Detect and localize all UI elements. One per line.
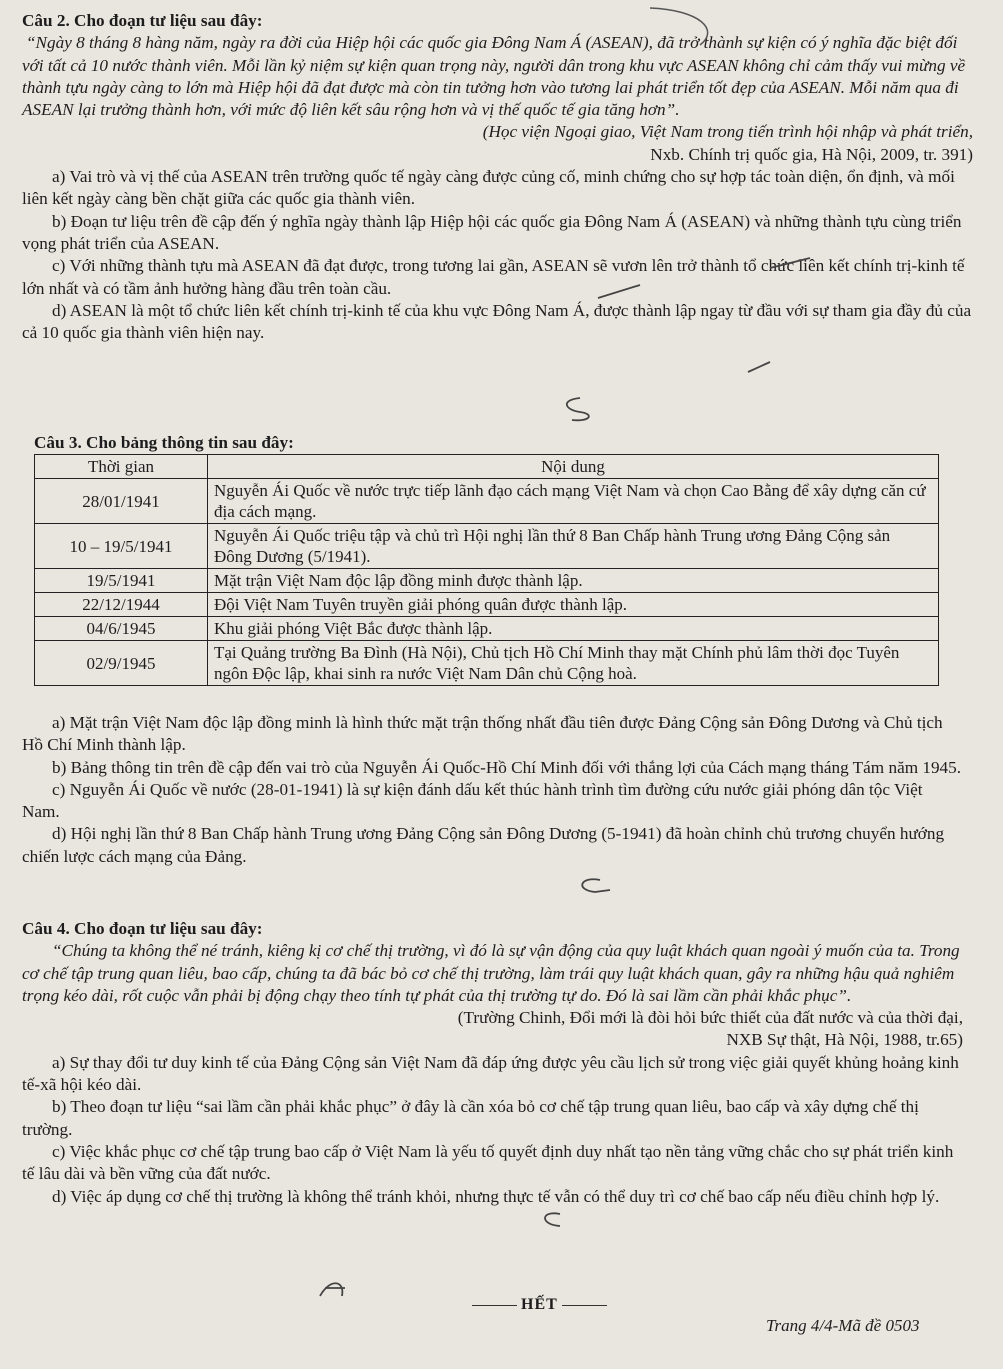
table-cell-content: Tại Quảng trường Ba Đình (Hà Nội), Chủ tịch Hồ Chí Minh thay mặt Chính phủ lâm thời đọc Tuyên ngôn Độc lập, khai sinh ra nước Việt Nam Dân chủ Cộng hoà. bbox=[208, 641, 939, 686]
pen-mark-icon bbox=[545, 1213, 560, 1226]
table-cell-content: Khu giải phóng Việt Bắc được thành lập. bbox=[208, 617, 939, 641]
end-marker bbox=[468, 1296, 611, 1314]
question-3-option-b: b) Bảng thông tin trên đề cập đến vai trò của Nguyễn Ái Quốc-Hồ Chí Minh đối với thắng lợi của Cách mạng tháng Tám năm 1945. bbox=[52, 757, 962, 777]
question-2-title: Câu 2. Cho đoạn tư liệu sau đây: bbox=[22, 11, 263, 30]
pen-mark-icon bbox=[567, 398, 589, 420]
question-3-option-c: c) Nguyễn Ái Quốc về nước (28-01-1941) là sự kiện đánh dấu kết thúc hành trình tìm đường cứu nước giải phóng dân tộc Việt Nam. bbox=[22, 779, 923, 822]
table-row bbox=[35, 593, 939, 617]
table-cell-date: 10 – 19/5/1941 bbox=[35, 524, 208, 569]
events-table bbox=[34, 454, 939, 686]
end-label: HẾT bbox=[521, 1296, 558, 1313]
question-2-source-line1: (Học viện Ngoại giao, Việt Nam trong tiến trình hội nhập và phát triển, bbox=[482, 122, 973, 142]
question-3 bbox=[34, 432, 939, 686]
question-3-option-d: d) Hội nghị lần thứ 8 Ban Chấp hành Trung ương Đảng Cộng sản Đông Dương (5-1941) đã hoàn chỉnh chủ trương chuyển hướng chiến lược cách mạng của Đảng. bbox=[22, 824, 945, 866]
table-row bbox=[35, 641, 939, 686]
table-row bbox=[35, 617, 939, 641]
table-cell-content: Mặt trận Việt Nam độc lập đồng minh được thành lập. bbox=[208, 569, 939, 593]
question-3-title: Câu 3. Cho bảng thông tin sau đây: bbox=[34, 433, 294, 452]
table-cell-date: 02/9/1945 bbox=[35, 641, 208, 686]
question-2-source-line2: Nxb. Chính trị quốc gia, Hà Nội, 2009, tr. 391) bbox=[650, 144, 973, 164]
table-header-time: Thời gian bbox=[35, 455, 208, 479]
question-4-source-line2: NXB Sự thật, Hà Nội, 1988, tr.65) bbox=[726, 1030, 963, 1050]
question-4 bbox=[22, 918, 963, 1208]
question-3-options bbox=[22, 712, 963, 868]
question-2-option-c: c) Với những thành tựu mà ASEAN đã đạt được, trong tương lai gần, ASEAN sẽ vươn lên trở thành tổ chức liên kết chính trị-kinh tế lớn nhất và có tầm ảnh hưởng hàng đầu trên toàn cầu. bbox=[22, 256, 965, 298]
question-4-option-c: c) Việc khắc phục cơ chế tập trung bao cấp ở Việt Nam là yếu tố quyết định duy nhất tạo nền tảng vững chắc cho sự phát triển kinh tế lâu dài và bền vững của đất nước. bbox=[22, 1141, 954, 1184]
end-dash-left bbox=[472, 1305, 517, 1306]
question-4-source-line1: (Trường Chinh, Đổi mới là đòi hỏi bức thiết của đất nước và của thời đại, bbox=[457, 1008, 963, 1028]
table-row bbox=[35, 569, 939, 593]
table-cell-date: 19/5/1941 bbox=[35, 569, 208, 593]
question-2 bbox=[22, 10, 973, 344]
question-2-option-a: a) Vai trò và vị thế của ASEAN trên trường quốc tế ngày càng được củng cố, minh chứng cho sự hợp tác toàn diện, ổn định, và mối liên kết ngày càng bền chặt giữa các quốc gia thành viên. bbox=[22, 167, 955, 209]
end-dash-right bbox=[562, 1305, 607, 1306]
question-4-option-a: a) Sự thay đổi tư duy kinh tế của Đảng Cộng sản Việt Nam đã đáp ứng được yêu cầu lịch sử trong việc giải quyết khủng hoảng kinh tế-xã hội kéo dài. bbox=[22, 1052, 959, 1095]
question-3-option-a: a) Mặt trận Việt Nam độc lập đồng minh là hình thức mặt trận thống nhất đầu tiên được Đảng Cộng sản Đông Dương và Chủ tịch Hồ Chí Minh thành lập. bbox=[22, 713, 943, 755]
pen-mark-icon bbox=[320, 1283, 345, 1296]
question-4-quote: “Chúng ta không thể né tránh, kiêng kị cơ chế thị trường, vì đó là sự vận động của quy luật khách quan ngoài ý muốn của ta. Trong cơ chế tập trung quan liêu, bao cấp, chúng ta đã bác bỏ cơ chế thị trường, làm trái quy luật khách quan, gây ra những hậu quả nghiêm trọng kéo dài, rốt cuộc vẫn phải bị động chạy theo tính tự phát của thị trường tự do. Đó là sai lầm cần phải khắc phục”. bbox=[22, 941, 960, 1005]
pen-mark-icon bbox=[582, 879, 610, 892]
question-2-quote: “Ngày 8 tháng 8 hàng năm, ngày ra đời của Hiệp hội các quốc gia Đông Nam Á (ASEAN), đã trở thành sự kiện có ý nghĩa đặc biệt đối với tất cả 10 nước thành viên. Mỗi lần kỷ niệm sự kiện quan trọng này, người dân trong khu vực ASEAN không chỉ cảm thấy vui mừng về thành tựu ngày càng to lớn mà Hiệp hội đã đạt được mà còn tin tưởng hơn vào tương lai phát triển tốt đẹp của ASEAN. Mỗi năm qua đi ASEAN lại trưởng thành hơn, với mức độ liên kết sâu rộng hơn và vị thế quốc tế gia tăng hơn”. bbox=[22, 33, 966, 120]
question-2-option-d: d) ASEAN là một tổ chức liên kết chính trị-kinh tế của khu vực Đông Nam Á, được thành lập ngay từ đầu với sự tham gia đầy đủ của cả 10 quốc gia thành viên hiện nay. bbox=[22, 300, 972, 343]
question-4-title: Câu 4. Cho đoạn tư liệu sau đây: bbox=[22, 919, 263, 938]
table-header-content: Nội dung bbox=[208, 455, 939, 479]
table-cell-date: 28/01/1941 bbox=[35, 479, 208, 524]
question-2-option-b: b) Đoạn tư liệu trên đề cập đến ý nghĩa ngày thành lập Hiệp hội các quốc gia Đông Nam Á (ASEAN) và những thành tựu cùng triển vọng phát triển của ASEAN. bbox=[22, 211, 962, 253]
table-cell-content: Đội Việt Nam Tuyên truyền giải phóng quân được thành lập. bbox=[208, 593, 939, 617]
table-row bbox=[35, 524, 939, 569]
table-cell-content: Nguyễn Ái Quốc về nước trực tiếp lãnh đạo cách mạng Việt Nam và chọn Cao Bằng để xây dựng căn cứ địa cách mạng. bbox=[208, 479, 939, 524]
table-row bbox=[35, 479, 939, 524]
question-4-option-b: b) Theo đoạn tư liệu “sai lầm cần phải khắc phục” ở đây là cần xóa bỏ cơ chế tập trung quan liêu, bao cấp và xây dựng chế thị trường. bbox=[22, 1097, 919, 1139]
question-4-option-d: d) Việc áp dụng cơ chế thị trường là không thể tránh khỏi, nhưng thực tế vẫn có thể duy trì cơ chế bao cấp nếu điều chỉnh hợp lý. bbox=[52, 1186, 940, 1206]
table-cell-date: 22/12/1944 bbox=[35, 593, 208, 617]
table-cell-content: Nguyễn Ái Quốc triệu tập và chủ trì Hội nghị lần thứ 8 Ban Chấp hành Trung ương Đảng Cộng sản Đông Dương (5/1941). bbox=[208, 524, 939, 569]
table-header-row bbox=[35, 455, 939, 479]
page-number: Trang 4/4-Mã đề 0503 bbox=[766, 1316, 920, 1335]
table-cell-date: 04/6/1945 bbox=[35, 617, 208, 641]
pen-mark-icon bbox=[748, 362, 770, 372]
